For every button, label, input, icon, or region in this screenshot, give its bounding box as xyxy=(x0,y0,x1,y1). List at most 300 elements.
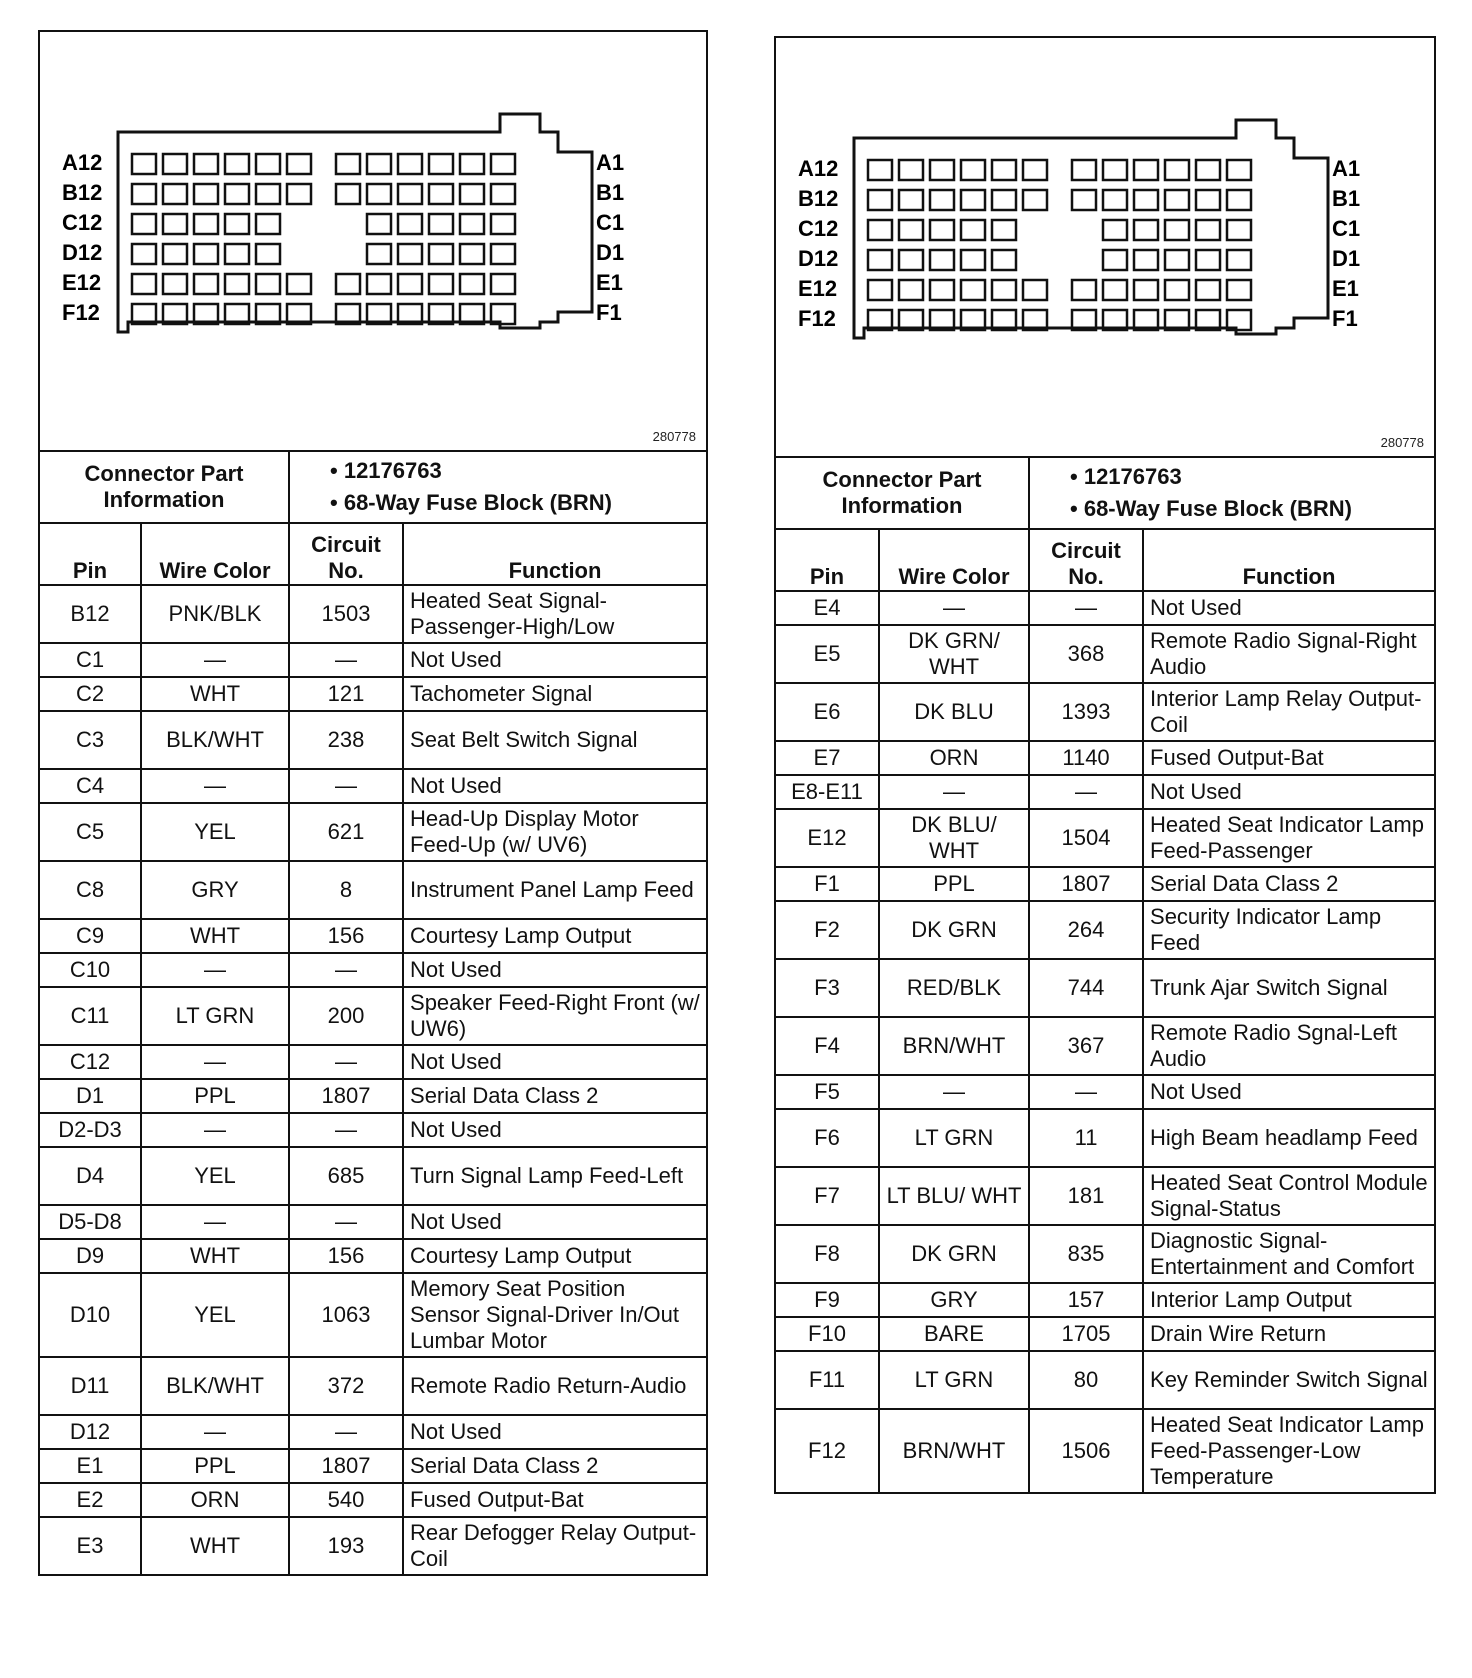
function-cell: Trunk Ajar Switch Signal xyxy=(1143,959,1435,1017)
pin-cavity xyxy=(1165,280,1189,300)
pin-rows xyxy=(39,585,707,1575)
pin-cavity xyxy=(1196,190,1220,210)
circuit-cell: 156 xyxy=(289,919,403,953)
pin-cell: D4 xyxy=(39,1147,141,1205)
pin-cell: D10 xyxy=(39,1273,141,1357)
table-row xyxy=(775,1283,1435,1317)
pin-cavity xyxy=(868,190,892,210)
pin-cavity xyxy=(429,244,453,264)
pin-cavity xyxy=(1134,220,1158,240)
pin-cell: C4 xyxy=(39,769,141,803)
pin-cell: D2-D3 xyxy=(39,1113,141,1147)
pin-cell: C2 xyxy=(39,677,141,711)
pin-cavity xyxy=(460,214,484,234)
circuit-cell: 1504 xyxy=(1029,809,1143,867)
function-cell: Courtesy Lamp Output xyxy=(403,919,707,953)
pin-cavity xyxy=(429,214,453,234)
circuit-cell: 1807 xyxy=(289,1079,403,1113)
pin-cavity xyxy=(1227,160,1251,180)
circuit-cell: 193 xyxy=(289,1517,403,1575)
function-cell: Serial Data Class 2 xyxy=(403,1079,707,1113)
pin-cell: E4 xyxy=(775,591,879,625)
pin-cavity xyxy=(287,274,311,294)
pin-cavity xyxy=(961,280,985,300)
wire-color-cell: BRN/WHT xyxy=(879,1017,1029,1075)
pin-cavity xyxy=(256,214,280,234)
pin-cavity xyxy=(287,184,311,204)
pin-cavity xyxy=(194,244,218,264)
table-row xyxy=(39,1483,707,1517)
pin-cavity xyxy=(367,274,391,294)
wire-color-cell: PPL xyxy=(141,1449,289,1483)
pin-cavity xyxy=(992,280,1016,300)
wire-color-cell: BLK/WHT xyxy=(141,1357,289,1415)
pin-cavity xyxy=(194,274,218,294)
wire-color-cell: LT BLU/ WHT xyxy=(879,1167,1029,1225)
function-cell: Heated Seat Indicator Lamp Feed-Passenger-Low Temperature xyxy=(1143,1409,1435,1493)
wire-color-cell: YEL xyxy=(141,803,289,861)
table-row xyxy=(775,809,1435,867)
table-row xyxy=(39,1273,707,1357)
table-row xyxy=(39,711,707,769)
pin-cavity xyxy=(930,280,954,300)
row-label-left: D12 xyxy=(62,240,103,265)
connector-info-items xyxy=(1029,457,1435,529)
row-label-left: A12 xyxy=(798,156,839,181)
circuit-cell: 238 xyxy=(289,711,403,769)
pin-cell: F1 xyxy=(775,867,879,901)
circuit-header: Circuit No. xyxy=(289,523,403,585)
row-label-right: D1 xyxy=(596,240,625,265)
wire-color-cell: ORN xyxy=(879,741,1029,775)
pin-cell: E5 xyxy=(775,625,879,683)
pin-cell: F9 xyxy=(775,1283,879,1317)
pin-cavity xyxy=(1023,280,1047,300)
pin-cavity xyxy=(225,184,249,204)
pin-cavity xyxy=(336,274,360,294)
pin-cavity xyxy=(256,274,280,294)
connector-diagram xyxy=(38,30,708,450)
table-row xyxy=(39,1239,707,1273)
pin-cell: F7 xyxy=(775,1167,879,1225)
circuit-cell: 1807 xyxy=(1029,867,1143,901)
table-header-row xyxy=(39,523,707,585)
table-row xyxy=(775,683,1435,741)
table-header-row xyxy=(775,529,1435,591)
pin-cavity xyxy=(1227,220,1251,240)
pin-cavity xyxy=(1134,280,1158,300)
pin-cavity xyxy=(398,184,422,204)
function-cell: Turn Signal Lamp Feed-Left xyxy=(403,1147,707,1205)
pin-cavity xyxy=(961,250,985,270)
wire-color-cell: LT GRN xyxy=(879,1109,1029,1167)
row-label-right: C1 xyxy=(596,210,625,235)
pin-cell: E2 xyxy=(39,1483,141,1517)
pin-cavity xyxy=(1103,280,1127,300)
table-row xyxy=(39,677,707,711)
pin-cavity xyxy=(930,220,954,240)
circuit-cell: — xyxy=(289,769,403,803)
circuit-cell: 1807 xyxy=(289,1449,403,1483)
pin-cavity xyxy=(1196,220,1220,240)
pin-cavity xyxy=(367,154,391,174)
table-row xyxy=(39,643,707,677)
wire-color-cell: — xyxy=(141,769,289,803)
pin-cavity xyxy=(398,154,422,174)
function-cell: Interior Lamp Output xyxy=(1143,1283,1435,1317)
pin-cavity xyxy=(899,220,923,240)
wire-color-cell: WHT xyxy=(141,1239,289,1273)
pin-cell: C8 xyxy=(39,861,141,919)
connector-outline xyxy=(854,120,1328,338)
pin-cell: D9 xyxy=(39,1239,141,1273)
row-label-right: B1 xyxy=(596,180,625,205)
circuit-cell: 200 xyxy=(289,987,403,1045)
wire-color-cell: — xyxy=(141,953,289,987)
pin-cavity xyxy=(398,214,422,234)
wire-color-cell: — xyxy=(879,775,1029,809)
table-row xyxy=(775,775,1435,809)
connector-face-drawing xyxy=(40,32,706,452)
pin-cavity xyxy=(132,274,156,294)
wire-color-cell: LT GRN xyxy=(879,1351,1029,1409)
row-label-right: E1 xyxy=(1332,276,1359,301)
pin-cavity xyxy=(930,160,954,180)
pin-cavity xyxy=(1103,250,1127,270)
circuit-cell: 157 xyxy=(1029,1283,1143,1317)
row-label-right: E1 xyxy=(596,270,623,295)
pin-cavity xyxy=(899,280,923,300)
pin-cavity xyxy=(1023,160,1047,180)
pin-header: Pin xyxy=(39,523,141,585)
wire-color-header: Wire Color xyxy=(141,523,289,585)
wire-color-cell: PNK/BLK xyxy=(141,585,289,643)
pin-cavity xyxy=(992,250,1016,270)
function-cell: Instrument Panel Lamp Feed xyxy=(403,861,707,919)
pin-cavity xyxy=(460,154,484,174)
wire-color-cell: WHT xyxy=(141,677,289,711)
pin-cavity xyxy=(163,274,187,294)
pin-cavity xyxy=(163,214,187,234)
pin-cell: F11 xyxy=(775,1351,879,1409)
pin-cavity xyxy=(132,184,156,204)
row-label-left: F12 xyxy=(62,300,100,325)
wire-color-cell: — xyxy=(141,1415,289,1449)
pin-cavity xyxy=(132,244,156,264)
left-connector-panel xyxy=(38,30,708,1576)
pin-cavity xyxy=(491,184,515,204)
row-label-right: F1 xyxy=(1332,306,1358,331)
row-label-left: C12 xyxy=(62,210,103,235)
function-cell: Not Used xyxy=(403,1045,707,1079)
connector-info-label: Connector Part Information xyxy=(39,451,289,523)
table-row xyxy=(775,741,1435,775)
circuit-cell: 835 xyxy=(1029,1225,1143,1283)
function-cell: Not Used xyxy=(403,953,707,987)
table-row xyxy=(775,959,1435,1017)
function-cell: Drain Wire Return xyxy=(1143,1317,1435,1351)
pin-cavity xyxy=(460,244,484,264)
pin-cavity xyxy=(460,184,484,204)
row-label-right: F1 xyxy=(596,300,622,325)
table-row xyxy=(39,1045,707,1079)
circuit-cell: 264 xyxy=(1029,901,1143,959)
pin-cavity xyxy=(225,214,249,234)
row-label-left: E12 xyxy=(62,270,102,295)
function-cell: Courtesy Lamp Output xyxy=(403,1239,707,1273)
function-cell: Not Used xyxy=(403,1415,707,1449)
pin-cell: F2 xyxy=(775,901,879,959)
wire-color-cell: — xyxy=(141,1045,289,1079)
wire-color-cell: YEL xyxy=(141,1147,289,1205)
function-cell: Heated Seat Indicator Lamp Feed-Passenger xyxy=(1143,809,1435,867)
pin-cavity xyxy=(868,160,892,180)
row-label-left: C12 xyxy=(798,216,839,241)
pin-cell: E3 xyxy=(39,1517,141,1575)
connector-description: • 68-Way Fuse Block (BRN) xyxy=(1070,496,1352,521)
circuit-cell: 621 xyxy=(289,803,403,861)
circuit-cell: — xyxy=(1029,591,1143,625)
circuit-cell: — xyxy=(289,643,403,677)
function-cell: Key Reminder Switch Signal xyxy=(1143,1351,1435,1409)
pin-cavity xyxy=(992,160,1016,180)
wire-color-cell: PPL xyxy=(141,1079,289,1113)
table-row xyxy=(775,1167,1435,1225)
function-cell: Not Used xyxy=(403,1113,707,1147)
function-cell: High Beam headlamp Feed xyxy=(1143,1109,1435,1167)
circuit-cell: 744 xyxy=(1029,959,1143,1017)
part-number: • 12176763 xyxy=(330,458,442,483)
wire-color-cell: DK BLU xyxy=(879,683,1029,741)
row-label-right: B1 xyxy=(1332,186,1361,211)
pin-cavity xyxy=(1196,160,1220,180)
pin-cavity xyxy=(1072,190,1096,210)
pin-cell: C10 xyxy=(39,953,141,987)
function-cell: Interior Lamp Relay Output-Coil xyxy=(1143,683,1435,741)
table-row xyxy=(39,803,707,861)
wire-color-cell: GRY xyxy=(879,1283,1029,1317)
table-row xyxy=(39,1449,707,1483)
circuit-cell: 368 xyxy=(1029,625,1143,683)
pin-cavity xyxy=(1134,190,1158,210)
pin-cavity xyxy=(1196,250,1220,270)
pin-cavity xyxy=(1227,190,1251,210)
function-cell: Tachometer Signal xyxy=(403,677,707,711)
table-row xyxy=(775,901,1435,959)
connector-info-row xyxy=(39,451,707,523)
pin-cell: D12 xyxy=(39,1415,141,1449)
function-cell: Serial Data Class 2 xyxy=(403,1449,707,1483)
pin-cavity xyxy=(930,190,954,210)
wire-color-cell: WHT xyxy=(141,919,289,953)
pin-cavity xyxy=(961,220,985,240)
function-cell: Not Used xyxy=(403,643,707,677)
pin-cell: C1 xyxy=(39,643,141,677)
table-row xyxy=(39,1113,707,1147)
pin-cavity xyxy=(163,184,187,204)
pin-cavity xyxy=(336,184,360,204)
pin-cavity xyxy=(225,244,249,264)
connector-face-drawing xyxy=(776,38,1434,458)
pin-cavity xyxy=(899,160,923,180)
connector-table xyxy=(774,456,1436,1494)
pin-cavity xyxy=(429,184,453,204)
pin-cavity xyxy=(460,274,484,294)
pin-cavity xyxy=(1103,220,1127,240)
connector-info-row xyxy=(775,457,1435,529)
table-row xyxy=(775,1409,1435,1493)
wire-color-cell: DK GRN/ WHT xyxy=(879,625,1029,683)
circuit-cell: 80 xyxy=(1029,1351,1143,1409)
function-cell: Serial Data Class 2 xyxy=(1143,867,1435,901)
circuit-cell: 156 xyxy=(289,1239,403,1273)
pin-cavity xyxy=(899,250,923,270)
function-cell: Not Used xyxy=(1143,591,1435,625)
function-cell: Memory Seat Position Sensor Signal-Driver In/Out Lumbar Motor xyxy=(403,1273,707,1357)
function-header: Function xyxy=(1143,529,1435,591)
table-row xyxy=(775,1225,1435,1283)
pin-cell: F5 xyxy=(775,1075,879,1109)
pin-cavity xyxy=(491,244,515,264)
table-row xyxy=(775,1109,1435,1167)
table-row xyxy=(39,953,707,987)
pin-cell: C5 xyxy=(39,803,141,861)
circuit-cell: — xyxy=(289,1415,403,1449)
circuit-cell: 11 xyxy=(1029,1109,1143,1167)
function-cell: Speaker Feed-Right Front (w/ UW6) xyxy=(403,987,707,1045)
pin-cavity xyxy=(287,154,311,174)
connector-description: • 68-Way Fuse Block (BRN) xyxy=(330,490,612,515)
circuit-cell: — xyxy=(1029,775,1143,809)
pin-cavity xyxy=(491,154,515,174)
function-cell: Fused Output-Bat xyxy=(1143,741,1435,775)
table-row xyxy=(39,1147,707,1205)
pin-cavity xyxy=(256,244,280,264)
function-cell: Remote Radio Sgnal-Left Audio xyxy=(1143,1017,1435,1075)
pin-cell: F12 xyxy=(775,1409,879,1493)
pin-cavity xyxy=(367,214,391,234)
pin-cavity xyxy=(398,244,422,264)
pin-cell: D1 xyxy=(39,1079,141,1113)
figure-number: 280778 xyxy=(1380,435,1424,450)
function-cell: Diagnostic Signal-Entertainment and Comfort xyxy=(1143,1225,1435,1283)
pin-cavity xyxy=(194,154,218,174)
wire-color-cell: — xyxy=(879,591,1029,625)
pin-cavity xyxy=(868,250,892,270)
circuit-cell: — xyxy=(289,1045,403,1079)
connector-table xyxy=(38,450,708,1576)
circuit-cell: — xyxy=(289,1113,403,1147)
pin-cavity xyxy=(491,274,515,294)
pin-cell: E1 xyxy=(39,1449,141,1483)
pin-cavity xyxy=(992,220,1016,240)
pin-cavity xyxy=(1072,160,1096,180)
pin-cell: F6 xyxy=(775,1109,879,1167)
table-row xyxy=(775,1317,1435,1351)
pin-cell: E6 xyxy=(775,683,879,741)
wire-color-cell: BLK/WHT xyxy=(141,711,289,769)
pin-cavity xyxy=(256,184,280,204)
circuit-cell: 1393 xyxy=(1029,683,1143,741)
connector-outline xyxy=(118,114,592,332)
pin-cavity xyxy=(256,154,280,174)
function-cell: Head-Up Display Motor Feed-Up (w/ UV6) xyxy=(403,803,707,861)
connector-info-items xyxy=(289,451,707,523)
pin-cavity xyxy=(398,274,422,294)
pin-cavity xyxy=(961,190,985,210)
pin-cavity xyxy=(367,244,391,264)
row-label-right: D1 xyxy=(1332,246,1361,271)
function-cell: Rear Defogger Relay Output-Coil xyxy=(403,1517,707,1575)
pin-cavity xyxy=(1134,250,1158,270)
table-row xyxy=(775,1351,1435,1409)
pin-cavity xyxy=(1103,190,1127,210)
pin-cell: C3 xyxy=(39,711,141,769)
right-connector-panel xyxy=(774,36,1436,1494)
circuit-cell: 181 xyxy=(1029,1167,1143,1225)
circuit-cell: 685 xyxy=(289,1147,403,1205)
wire-color-cell: BARE xyxy=(879,1317,1029,1351)
row-label-left: B12 xyxy=(798,186,839,211)
row-label-right: C1 xyxy=(1332,216,1361,241)
circuit-cell: 1705 xyxy=(1029,1317,1143,1351)
pin-cavity xyxy=(1196,280,1220,300)
pin-cavity xyxy=(1165,190,1189,210)
function-cell: Seat Belt Switch Signal xyxy=(403,711,707,769)
table-row xyxy=(775,625,1435,683)
pin-cavity xyxy=(491,214,515,234)
wire-color-cell: DK GRN xyxy=(879,901,1029,959)
function-cell: Remote Radio Signal-Right Audio xyxy=(1143,625,1435,683)
table-row xyxy=(39,861,707,919)
row-label-right: A1 xyxy=(596,150,625,175)
function-cell: Not Used xyxy=(403,1205,707,1239)
pin-cell: B12 xyxy=(39,585,141,643)
pin-cavity xyxy=(1227,250,1251,270)
wire-color-cell: YEL xyxy=(141,1273,289,1357)
pin-cell: E12 xyxy=(775,809,879,867)
pin-cavity xyxy=(163,154,187,174)
circuit-cell: 8 xyxy=(289,861,403,919)
wire-color-cell: RED/BLK xyxy=(879,959,1029,1017)
pin-cavity xyxy=(1227,280,1251,300)
row-label-left: B12 xyxy=(62,180,103,205)
circuit-cell: — xyxy=(1029,1075,1143,1109)
pin-cell: F8 xyxy=(775,1225,879,1283)
pin-cell: D11 xyxy=(39,1357,141,1415)
pin-cavity xyxy=(1103,160,1127,180)
wire-color-cell: GRY xyxy=(141,861,289,919)
circuit-cell: — xyxy=(289,953,403,987)
pin-cavity xyxy=(1165,250,1189,270)
pin-cavity xyxy=(992,190,1016,210)
function-cell: Heated Seat Control Module Signal-Status xyxy=(1143,1167,1435,1225)
pin-cavity xyxy=(429,274,453,294)
row-label-left: D12 xyxy=(798,246,839,271)
table-row xyxy=(775,1075,1435,1109)
function-cell: Fused Output-Bat xyxy=(403,1483,707,1517)
part-number: • 12176763 xyxy=(1070,464,1182,489)
circuit-cell: 1506 xyxy=(1029,1409,1143,1493)
pin-cavity xyxy=(1165,160,1189,180)
table-row xyxy=(39,1517,707,1575)
table-row xyxy=(39,1205,707,1239)
pin-cell: E8-E11 xyxy=(775,775,879,809)
connector-info-label: Connector Part Information xyxy=(775,457,1029,529)
function-cell: Not Used xyxy=(1143,1075,1435,1109)
pin-cavity xyxy=(132,214,156,234)
circuit-header: Circuit No. xyxy=(1029,529,1143,591)
